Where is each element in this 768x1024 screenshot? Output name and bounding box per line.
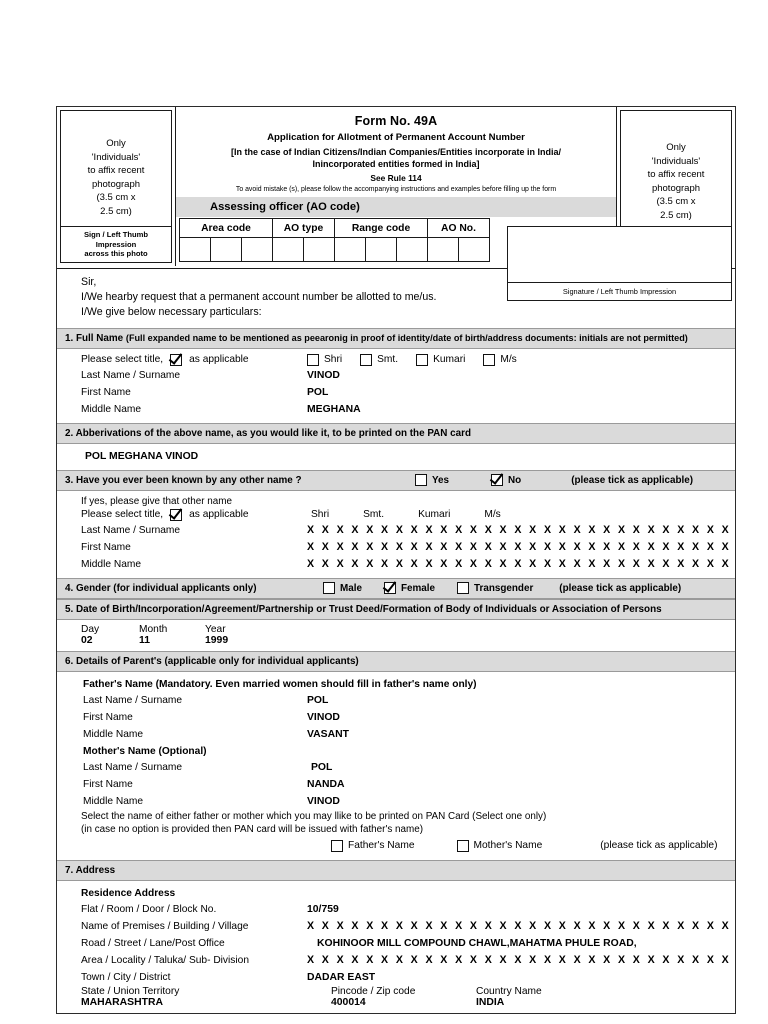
parent-option-label: Father's Name [348,840,415,851]
section-3-first-name-row [57,539,735,556]
field-label: Area / Locality / Taluka/ Sub- Division [81,954,249,966]
state-label: State / Union Territory [81,985,180,997]
dob-month-value[interactable]: 11 [139,634,150,646]
parent-option-label: Mother's Name [473,840,543,851]
right-photo-box[interactable] [620,110,732,234]
checkbox-icon[interactable] [415,474,427,486]
title-option-kumari[interactable] [416,354,465,366]
field-label: Town / City / District [81,971,171,983]
salutation-line: Sir, [81,275,97,288]
photo-line: Only [106,138,126,149]
other-name-yes-label: Yes [432,474,450,486]
section-3-last-name-row [57,522,735,539]
field-value-other-middle-name[interactable]: X X X X X X X X X X X X X X X X X X X X X X X X X X X X X [307,557,732,570]
parent-select-note-1: Select the name of either father or mother which you may llike to be printed on PAN Card (Select one only) [81,810,547,822]
gender-option-label: Male [340,582,362,594]
parent-option-father[interactable] [331,840,415,852]
pincode-label: Pincode / Zip code [331,985,416,997]
section-5-heading: 5. Date of Birth/Incorporation/Agreement/Partnership or Trust Deed/Formation of Body of Individuals or Association of Persons [57,599,735,620]
salutation-line: I/We hearby request that a permanent account number be allotted to me/us. [81,290,437,303]
ao-range-code-cell-1[interactable] [335,238,366,262]
gender-option-transgender[interactable] [457,582,533,595]
field-value-country[interactable]: INDIA [476,996,505,1008]
section-4-heading [57,578,735,599]
section-6-tick-note: (please tick as applicable) [600,840,718,851]
field-value-father-last-name[interactable]: POL [307,694,329,706]
ao-no-cell-1[interactable] [428,238,459,262]
gender-option-label: Transgender [474,582,534,594]
section-2-heading: 2. Abberivations of the above name, as you would like it, to be printed on the PAN card [57,423,735,444]
title-prompt-text: Please select title, [81,354,164,365]
section-4-tick-note: (please tick as applicable) [559,582,682,594]
checkbox-icon[interactable] [416,354,428,366]
ao-range-code-cell-2[interactable] [366,238,397,262]
abbreviation-value[interactable]: POL MEGHANA VINOD [85,450,199,462]
checkmark-icon [170,354,182,366]
ao-input-row [180,238,490,262]
residence-address-subheading: Residence Address [81,887,176,899]
checkbox-icon[interactable] [483,354,495,366]
title-option-shri-label[interactable]: Shri [311,509,330,520]
dob-month-label: Month [139,623,168,635]
section-5-body [57,620,735,651]
field-label: Name of Premises / Building / Village [81,920,249,932]
title-option-ms[interactable] [483,354,516,366]
checkbox-icon[interactable] [457,582,469,594]
ao-col-header-ao-type: AO type [273,219,335,238]
form-scope [176,143,616,170]
field-label: First Name [81,541,131,553]
section-3-body [57,491,735,578]
parent-option-mother[interactable] [457,840,543,852]
address-area-row [57,952,735,969]
gender-option-male[interactable] [323,582,362,595]
field-value-premises[interactable]: X X X X X X X X X X X X X X X X X X X X X X X X X X X X X [307,919,732,932]
title-option-ms-label[interactable]: M/s [484,509,501,520]
section-7-body [57,881,735,1013]
field-label: Last Name / Surname [81,369,181,381]
checkbox-icon[interactable] [307,354,319,366]
field-value-first-name[interactable]: POL [307,386,329,398]
field-value-mother-first-name[interactable]: NANDA [307,778,345,790]
photo-line: (3.5 cm x [656,196,696,207]
field-value-father-first-name[interactable]: VINOD [307,711,340,723]
title-option-label: Smt. [377,354,399,365]
father-last-name-row [57,692,735,709]
section-7-heading: 7. Address [57,860,735,881]
field-value-flat-no[interactable]: 10/759 [307,903,339,915]
field-label: Road / Street / Lane/Post Office [81,937,225,949]
field-label: Middle Name [83,728,144,740]
father-middle-name-row [57,726,735,743]
left-photo-column [57,107,175,266]
field-label: Middle Name [83,795,144,807]
mother-first-name-row [57,776,735,793]
checkbox-icon[interactable] [360,354,372,366]
title-option-shri[interactable] [307,354,342,366]
title-option-label: Shri [324,354,343,365]
dob-values-row [57,635,735,646]
ao-range-code-cell-3[interactable] [397,238,428,262]
address-road-row [57,935,735,952]
field-value-other-last-name[interactable]: X X X X X X X X X X X X X X X X X X X X X X X X X X X X X [307,523,732,536]
address-flat-row [57,901,735,918]
other-name-no-label: No [508,474,522,486]
title-option-smt-label[interactable]: Smt. [363,509,385,520]
field-label: Middle Name [81,403,142,415]
country-label: Country Name [476,985,542,997]
section-3-if-yes-note: If yes, please give that other name [81,495,232,507]
section-6-heading: 6. Details of Parent's (applicable only for individual applicants) [57,651,735,672]
checkmark-icon [170,509,182,521]
checkbox-icon[interactable] [491,474,503,486]
ao-area-code-cell-2[interactable] [211,238,242,262]
field-value-state[interactable]: MAHARASHTRA [81,996,163,1008]
section-2-abbreviation-row [57,448,735,465]
dob-labels-row [57,624,735,635]
checkbox-icon[interactable] [331,840,343,852]
gender-option-label: Female [400,582,436,594]
other-name-no-option[interactable] [491,474,521,487]
title-option-kumari-label[interactable]: Kumari [418,509,451,520]
ao-col-header-ao-no: AO No. [428,219,490,238]
title-option-label: Kumari [433,354,466,365]
address-town-row [57,969,735,986]
photo-line: 'Individuals' [651,155,701,167]
photo-line: 2.5 cm) [660,209,692,221]
photo-line: photograph [91,178,141,190]
section-1-title: 1. Full Name [65,332,124,344]
section-4-title: 4. Gender (for individual applicants only) [65,582,257,594]
form-subtitle: Application for Allotment of Permanent Account Number [267,132,525,143]
dob-year-label: Year [205,623,226,635]
address-state-values-row [57,997,735,1008]
section-3-heading [57,470,735,491]
gender-option-female[interactable] [384,582,435,595]
field-value-last-name[interactable]: VINOD [307,369,340,381]
section-1-first-name-row [57,384,735,401]
field-label: First Name [83,711,133,723]
ao-code-table [179,218,490,262]
address-premises-row [57,918,735,935]
section-3-title-select-row [57,508,735,522]
ao-col-header-area-code: Area code [180,219,273,238]
title-option-smt[interactable] [360,354,398,366]
section-6-body [57,672,735,860]
field-value-road[interactable]: KOHINOOR MILL COMPOUND CHAWL,MAHATMA PHULE ROAD, [317,937,637,949]
checkbox-icon[interactable] [323,582,335,594]
dob-year-value[interactable]: 1999 [205,634,229,646]
field-label: Last Name / Surname [83,694,183,706]
photo-line: 'Individuals' [91,151,141,163]
rule-reference: See Rule 114 [370,173,422,183]
instruction-note: To avoid mistake (s), please follow the accompanying instructions and examples before filling up the form [235,186,557,193]
title-prompt-suffix: as applicable [189,509,249,520]
photo-line: to affix recent [87,165,145,176]
form-scope-line: Inincorporated entities formed in India] [312,159,480,169]
field-label: Flat / Room / Door / Block No. [81,903,217,915]
ao-type-cell-2[interactable] [304,238,335,262]
field-value-mother-last-name[interactable]: POL [311,761,333,773]
section-3-middle-name-row [57,556,735,573]
ao-type-cell-1[interactable] [273,238,304,262]
ao-area-code-cell-1[interactable] [180,238,211,262]
field-value-middle-name[interactable]: MEGHANA [307,403,361,415]
dob-day-value[interactable]: 02 [81,634,93,646]
photo-line: Only [666,142,686,153]
field-value-area[interactable]: X X X X X X X X X X X X X X X X X X X X X X X X X X X X X [307,953,732,966]
photo-line: photograph [651,182,701,194]
photo-line: 2.5 cm) [100,205,132,217]
section-1-heading [57,328,735,349]
section-3-title-options [307,509,501,520]
field-value-father-middle-name[interactable]: VASANT [307,728,349,740]
signature-box[interactable] [507,226,732,301]
section-1-body [57,349,735,423]
signature-area[interactable] [508,227,731,282]
section-1-last-name-row [57,367,735,384]
form-49a [56,106,736,1014]
sign-note-line: Sign / Left Thumb Impression [83,230,149,249]
section-1-title-select-row [57,353,735,367]
field-label: Middle Name [81,558,142,570]
section-3-title: 3. Have you ever been known by any other name ? [65,474,302,486]
field-label: Last Name / Surname [81,524,181,536]
title-prompt-text: Please select title, [81,509,164,520]
ao-area-code-cell-3[interactable] [242,238,273,262]
section-3-title-prompt [57,509,307,521]
section-1-middle-name-row [57,401,735,418]
ao-col-header-range-code: Range code [335,219,428,238]
mother-last-name-row [57,759,735,776]
section-1-title-prompt [57,354,307,366]
parent-select-note-2: (in case no option is provided then PAN card will be issued with father's name) [81,823,424,835]
sign-note-line: across this photo [84,249,148,258]
left-photo-box[interactable] [60,110,172,227]
parent-name-choice-row [57,836,735,855]
section-3-tick-note: (please tick as applicable) [571,474,694,486]
field-value-mother-middle-name[interactable]: VINOD [307,795,340,807]
field-label: First Name [83,778,133,790]
photo-line: (3.5 cm x [96,192,136,203]
page-title: Form No. 49A [354,114,438,128]
other-name-yes-option[interactable] [415,474,449,487]
photo-line: to affix recent [647,169,705,180]
checkbox-icon[interactable] [457,840,469,852]
address-state-labels-row [57,986,735,997]
checkbox-icon[interactable] [384,582,396,594]
field-value-town[interactable]: DADAR EAST [307,971,376,983]
section-2-body [57,444,735,470]
father-first-name-row [57,709,735,726]
gender-options [307,582,681,595]
father-name-subheading: Father's Name (Mandatory. Even married women should fill in father's name only) [83,678,477,690]
field-label: Last Name / Surname [83,761,183,773]
salutation-line: I/We give below necessary particulars: [81,305,262,318]
section-1-title-options [307,354,517,366]
field-value-other-first-name[interactable]: X X X X X X X X X X X X X X X X X X X X X X X X X X X X X [307,540,732,553]
title-option-label: M/s [500,354,517,365]
section-1-subtitle: (Full expanded name to be mentioned as peearonig in proof of identity/date of birth/address documents: initials are not permitted) [125,332,688,343]
ao-code-bar: Assessing officer (AO code) [176,197,616,217]
left-photo-sign-note [60,227,172,263]
mother-name-subheading: Mother's Name (Optional) [83,745,207,757]
ao-header-row [180,219,490,238]
signature-label: Signature / Left Thumb Impression [508,282,731,300]
field-value-pincode[interactable]: 400014 [331,996,366,1008]
form-scope-line: [In the case of Indian Citizens/Indian Companies/Entities incorporate in India/ [230,147,562,157]
title-prompt-suffix: as applicable [189,354,249,365]
dob-day-label: Day [81,623,100,635]
field-label: First Name [81,386,131,398]
mother-middle-name-row [57,793,735,810]
ao-no-cell-2[interactable] [459,238,490,262]
